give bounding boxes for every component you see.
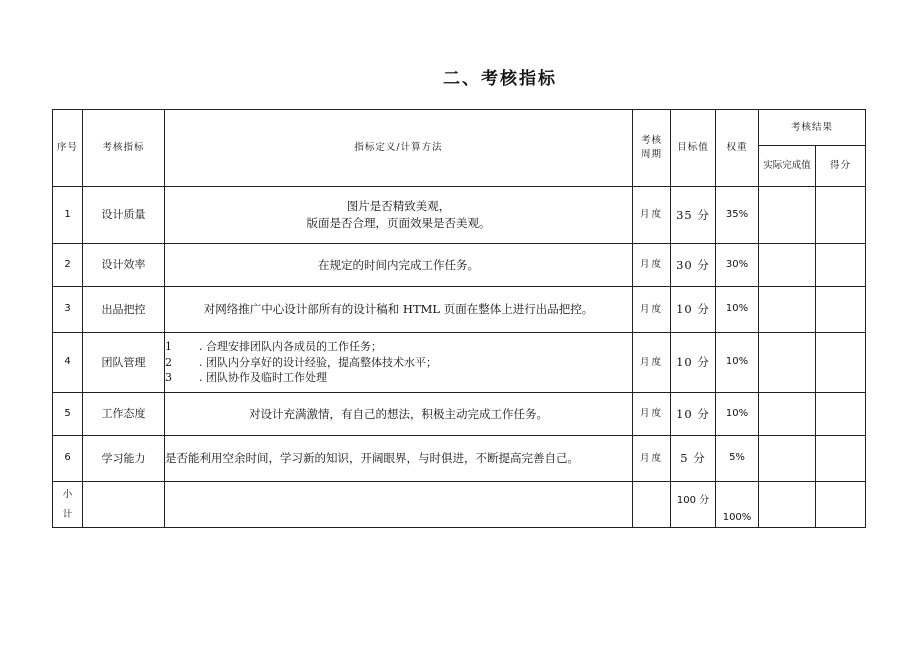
row-indicator: 设计质量 [83,187,165,244]
row-actual [759,333,816,393]
row-actual [759,436,816,482]
row-score [816,244,866,287]
row-weight: 10% [716,333,759,393]
row-index: 6 [53,436,83,482]
row-weight: 10% [716,287,759,333]
assessment-table [52,109,866,528]
row-score [816,187,866,244]
row-index: 2 [53,244,83,287]
header-indicator: 考核指标 [83,110,165,187]
summary-indicator [83,482,165,528]
list-item [165,355,632,371]
header-target: 目标值 [671,110,716,187]
header-result: 考核结果 [759,110,866,146]
summary-definition [165,482,633,528]
summary-target: 100 分 [671,482,716,528]
list-item-text: . 合理安排团队内各成员的工作任务； [199,339,382,353]
row-target: 5 分 [671,436,716,482]
header-score: 得分 [816,146,866,187]
header-period-line1: 考核 [640,135,662,147]
table-row [53,436,866,482]
header-weight: 权重 [716,110,759,187]
row-actual [759,393,816,436]
summary-row [53,482,866,528]
row-actual [759,244,816,287]
summary-period [633,482,671,528]
row-score [816,436,866,482]
row-target: 30 分 [671,244,716,287]
row-definition-list [165,333,633,393]
row-period: 月度 [633,436,671,482]
summary-label-line1: 小 [62,488,73,500]
row-period: 月度 [633,187,671,244]
row-weight: 30% [716,244,759,287]
row-definition-line2: 版面是否合理，页面效果是否美观。 [306,216,491,230]
row-weight: 35% [716,187,759,244]
row-target: 10 分 [671,333,716,393]
row-period: 月度 [633,244,671,287]
table-row [53,333,866,393]
row-weight: 5% [716,436,759,482]
summary-weight: 100% [716,482,759,528]
list-item-number: 2 [165,355,172,369]
header-period-line2: 周期 [640,149,662,160]
header-period [633,110,671,187]
summary-actual [759,482,816,528]
page-title: 二、考核指标 [443,69,557,89]
row-definition-line1: 图片是否精致美观， [346,199,451,214]
header-index: 序号 [53,110,83,187]
row-index: 5 [53,393,83,436]
header-definition: 指标定义/计算方法 [165,110,633,187]
row-score [816,287,866,333]
list-item [165,370,632,386]
row-index: 1 [53,187,83,244]
row-definition: 对设计充满激情，有自己的想法，积极主动完成工作任务。 [165,393,633,436]
row-score [816,333,866,393]
table-row [53,287,866,333]
row-definition [165,187,633,244]
row-period: 月度 [633,287,671,333]
list-item-number: 1 [165,339,172,353]
summary-label [53,482,83,528]
row-indicator: 设计效率 [83,244,165,287]
list-item-text: . 团队协作及临时工作处理 [199,371,327,385]
table-row [53,187,866,244]
row-definition: 在规定的时间内完成工作任务。 [165,244,633,287]
row-actual [759,287,816,333]
row-indicator: 工作态度 [83,393,165,436]
list-item [165,339,632,355]
row-target: 35 分 [671,187,716,244]
row-definition: 是否能利用空余时间，学习新的知识，开阔眼界，与时俱进，不断提高完善自己。 [165,436,633,482]
row-indicator: 出品把控 [83,287,165,333]
list-item-number: 3 [165,371,172,385]
row-indicator: 学习能力 [83,436,165,482]
row-definition: 对网络推广中心设计部所有的设计稿和 HTML 页面在整体上进行出品把控。 [165,287,633,333]
header-actual: 实际完成值 [759,146,816,187]
table-row [53,393,866,436]
summary-label-line2: 计 [62,508,73,520]
row-index: 4 [53,333,83,393]
row-score [816,393,866,436]
summary-score [816,482,866,528]
row-target: 10 分 [671,287,716,333]
row-weight: 10% [716,393,759,436]
row-indicator: 团队管理 [83,333,165,393]
row-actual [759,187,816,244]
row-target: 10 分 [671,393,716,436]
table-row [53,244,866,287]
row-index: 3 [53,287,83,333]
row-period: 月度 [633,393,671,436]
row-period: 月度 [633,333,671,393]
list-item-text: . 团队内分享好的设计经验，提高整体技术水平； [199,355,437,369]
